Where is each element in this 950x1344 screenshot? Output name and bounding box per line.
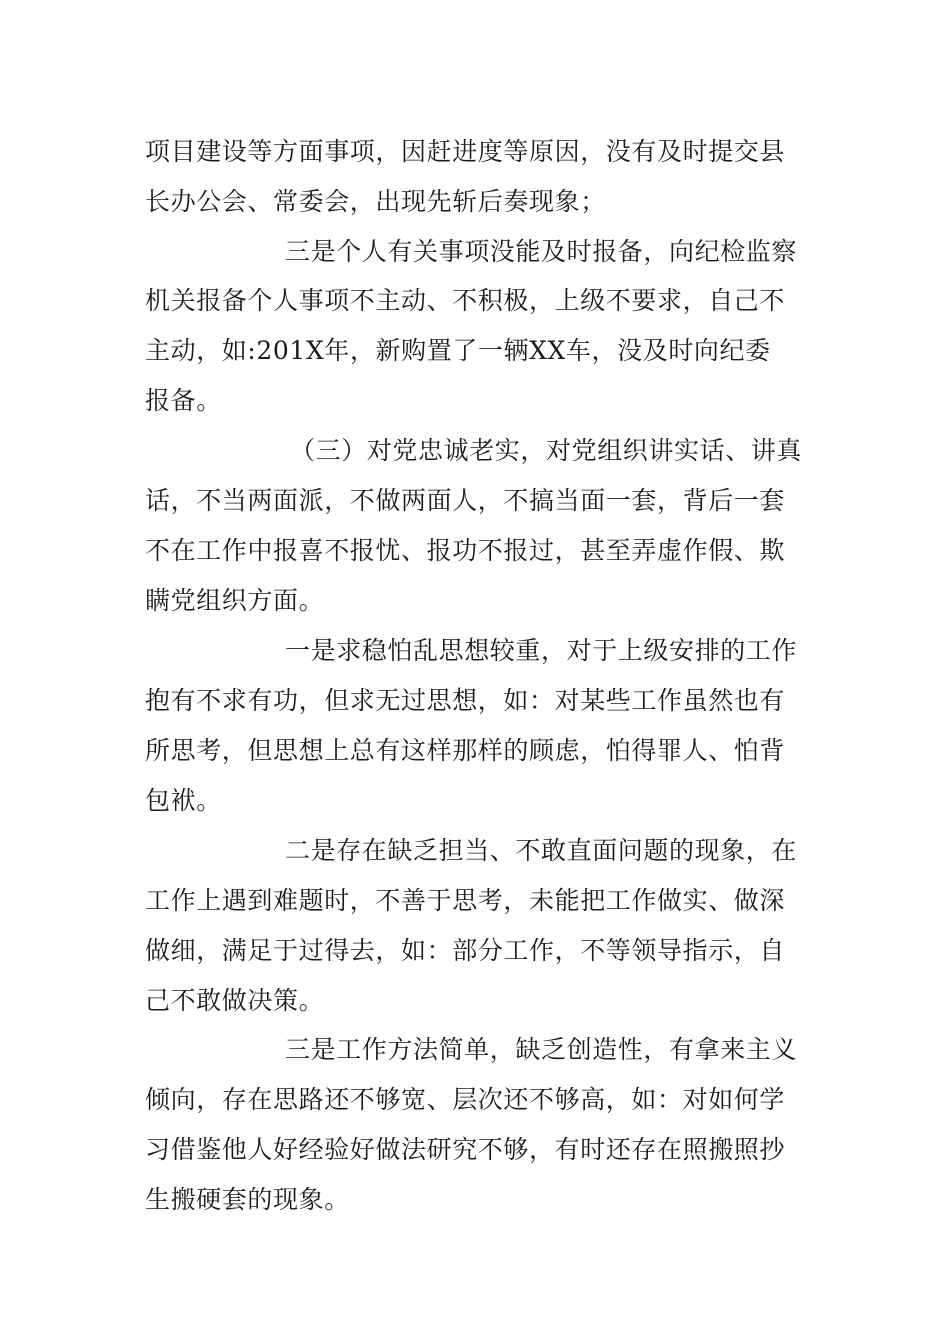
body-text-line: 所思考，但思想上总有这样那样的顾虑，怕得罪人、怕背 [145, 736, 786, 765]
body-text-line: 主动，如:201X年，新购置了一辆XX车，没及时向纪委 [145, 336, 771, 365]
body-text-line: 生搬硬套的现象。 [145, 1185, 350, 1214]
body-text-line: 包袱。 [145, 786, 222, 815]
body-text-line: 做细，满足于过得去，如：部分工作，不等领导指示，自 [145, 936, 786, 965]
body-text-line: 习借鉴他人好经验好做法研究不够，有时还存在照搬照抄 [145, 1135, 786, 1164]
paragraph-first-line: 一是求稳怕乱思想较重，对于上级安排的工作 [285, 636, 798, 665]
body-text-line: 报备。 [145, 386, 222, 415]
body-text-line: 己不敢做决策。 [145, 986, 325, 1015]
body-text-line: 瞒党组织方面。 [145, 586, 325, 615]
body-text-line: 抱有不求有功，但求无过思想，如：对某些工作虽然也有 [145, 686, 786, 715]
paragraph-first-line: 二是存在缺乏担当、不敢直面问题的现象，在 [285, 836, 798, 865]
body-text-line: 话，不当两面派，不做两面人，不搞当面一套，背后一套 [145, 486, 786, 515]
body-text-line: 不在工作中报喜不报忧、报功不报过，甚至弄虚作假、欺 [145, 536, 786, 565]
body-text-line: 项目建设等方面事项，因赶进度等原因，没有及时提交县 [145, 137, 786, 166]
body-text-line: 长办公会、常委会，出现先斩后奏现象； [145, 187, 606, 216]
paragraph-first-line: 三是工作方法简单，缺乏创造性，有拿来主义 [285, 1035, 798, 1064]
body-text-line: 倾向，存在思路还不够宽、层次还不够高，如：对如何学 [145, 1085, 786, 1114]
paragraph-first-line: 三是个人有关事项没能及时报备，向纪检监察 [285, 237, 798, 266]
body-text-line: 机关报备个人事项不主动、不积极，上级不要求，自己不 [145, 286, 786, 315]
section-heading-line: （三）对党忠诚老实，对党组织讲实话、讲真 [290, 436, 803, 465]
body-text-line: 工作上遇到难题时，不善于思考，未能把工作做实、做深 [145, 886, 786, 915]
